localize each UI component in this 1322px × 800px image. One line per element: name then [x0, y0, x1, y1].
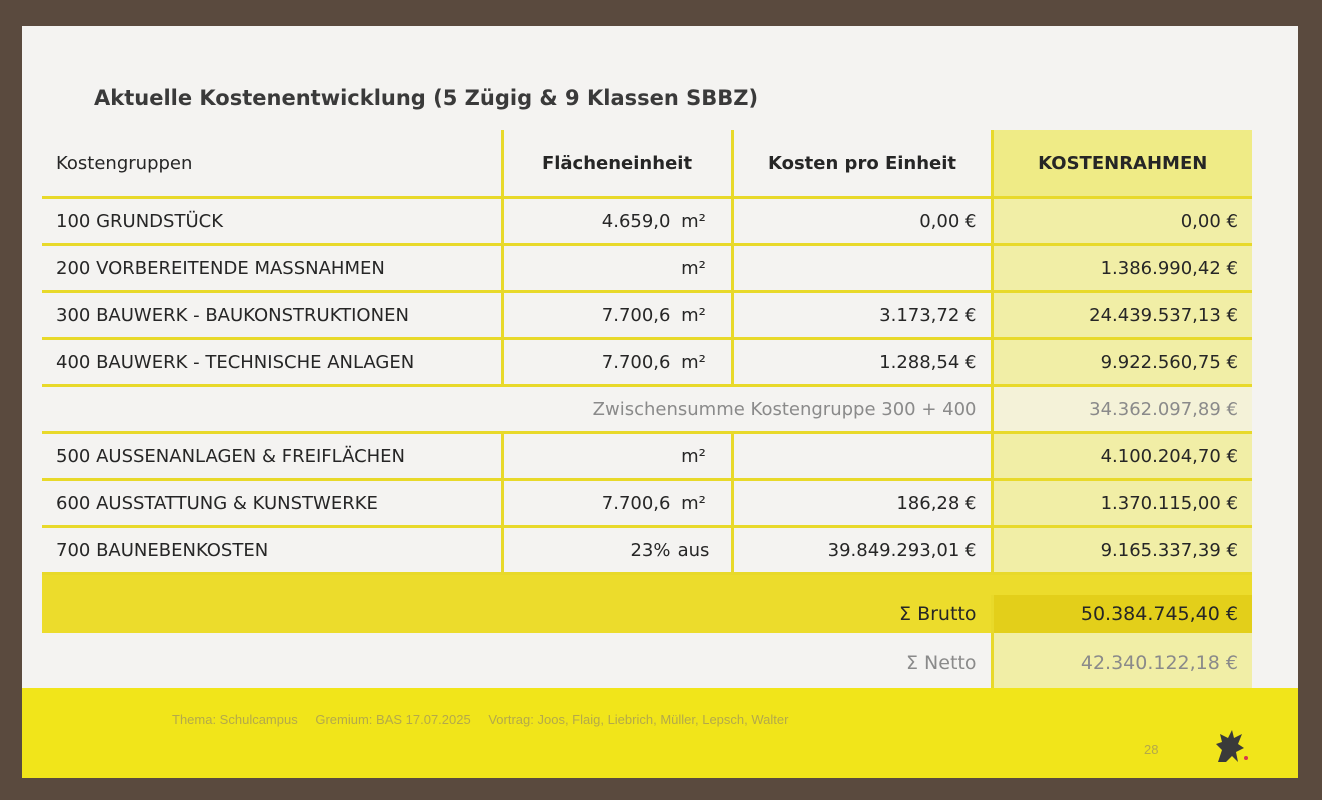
- table-row: [42, 292, 1252, 339]
- yellow-separator-cell: [42, 574, 1252, 596]
- row-area-value: 4.659,0: [601, 210, 671, 232]
- row-unit-cost: 1.288,54 €: [732, 339, 992, 386]
- row-group: 400 BAUWERK - TECHNISCHE ANLAGEN: [42, 339, 502, 386]
- brutto-label: Σ Brutto: [42, 595, 992, 633]
- row-total: 1.386.990,42 €: [992, 245, 1252, 292]
- footer-vortrag: Vortrag: Joos, Flaig, Liebrich, Müller, Lepsch, Walter: [488, 712, 789, 727]
- page-number: 28: [1144, 742, 1159, 757]
- brutto-row: [42, 595, 1252, 633]
- netto-label: Σ Netto: [42, 633, 992, 693]
- row-area: [502, 480, 732, 527]
- table-row: [42, 433, 1252, 480]
- footer-thema: Thema: Schulcampus: [172, 712, 298, 727]
- row-unit-cost: 186,28 €: [732, 480, 992, 527]
- row-unit: m²: [681, 257, 706, 279]
- row-unit: aus: [677, 539, 710, 561]
- row-unit: m²: [681, 445, 706, 467]
- table-row: [42, 480, 1252, 527]
- presentation-slide: [22, 26, 1298, 778]
- row-group: 300 BAUWERK - BAUKONSTRUKTIONEN: [42, 292, 502, 339]
- netto-value: 42.340.122,18 €: [992, 633, 1252, 693]
- row-area: [502, 292, 732, 339]
- row-total: 9.165.337,39 €: [992, 527, 1252, 574]
- subtotal-value: 34.362.097,89 €: [992, 386, 1252, 433]
- row-area-value: 7.700,6: [601, 304, 671, 326]
- table-header-row: [42, 130, 1252, 198]
- brutto-value: 50.384.745,40 €: [992, 595, 1252, 633]
- row-group: 600 AUSSTATTUNG & KUNSTWERKE: [42, 480, 502, 527]
- row-unit-cost: 39.849.293,01 €: [732, 527, 992, 574]
- row-unit: m²: [681, 351, 706, 373]
- table-row: [42, 527, 1252, 574]
- footer-gremium: Gremium: BAS 17.07.2025: [315, 712, 471, 727]
- row-total: 24.439.537,13 €: [992, 292, 1252, 339]
- yellow-separator-bar: [42, 574, 1252, 596]
- slide-title: Aktuelle Kostenentwicklung (5 Zügig & 9 Klassen SBBZ): [94, 86, 759, 110]
- row-area: [502, 433, 732, 480]
- row-total: 4.100.204,70 €: [992, 433, 1252, 480]
- row-area: [502, 245, 732, 292]
- row-group: 700 BAUNEBENKOSTEN: [42, 527, 502, 574]
- cost-table: [42, 130, 1252, 693]
- row-total: 0,00 €: [992, 198, 1252, 245]
- row-unit-cost: 3.173,72 €: [732, 292, 992, 339]
- row-area: [502, 339, 732, 386]
- row-total: 9.922.560,75 €: [992, 339, 1252, 386]
- row-unit-cost: [732, 433, 992, 480]
- row-area-value: 7.700,6: [601, 492, 671, 514]
- row-group: 500 AUSSENANLAGEN & FREIFLÄCHEN: [42, 433, 502, 480]
- griffin-coat-of-arms-icon: [1208, 724, 1252, 768]
- row-group: 100 GRUNDSTÜCK: [42, 198, 502, 245]
- row-unit-cost: 0,00 €: [732, 198, 992, 245]
- slide-footer: [22, 688, 1298, 778]
- row-group: 200 VORBEREITENDE MASSNAHMEN: [42, 245, 502, 292]
- row-area: [502, 527, 732, 574]
- row-total: 1.370.115,00 €: [992, 480, 1252, 527]
- row-area-value: 23%: [630, 539, 671, 561]
- table-row: [42, 198, 1252, 245]
- header-flaecheneinheit: Flächeneinheit: [502, 130, 732, 198]
- footer-text: [172, 712, 802, 727]
- netto-row: [42, 633, 1252, 693]
- table-row: [42, 339, 1252, 386]
- row-unit: m²: [681, 304, 706, 326]
- row-area: [502, 198, 732, 245]
- row-unit-cost: [732, 245, 992, 292]
- header-kostenrahmen: KOSTENRAHMEN: [992, 130, 1252, 198]
- subtotal-row: [42, 386, 1252, 433]
- row-unit: m²: [681, 492, 706, 514]
- subtotal-label: Zwischensumme Kostengruppe 300 + 400: [42, 386, 992, 433]
- row-area-value: 7.700,6: [601, 351, 671, 373]
- row-unit: m²: [681, 210, 706, 232]
- header-kosten-pro-einheit: Kosten pro Einheit: [732, 130, 992, 198]
- header-kostengruppen: Kostengruppen: [42, 130, 502, 198]
- table-row: [42, 245, 1252, 292]
